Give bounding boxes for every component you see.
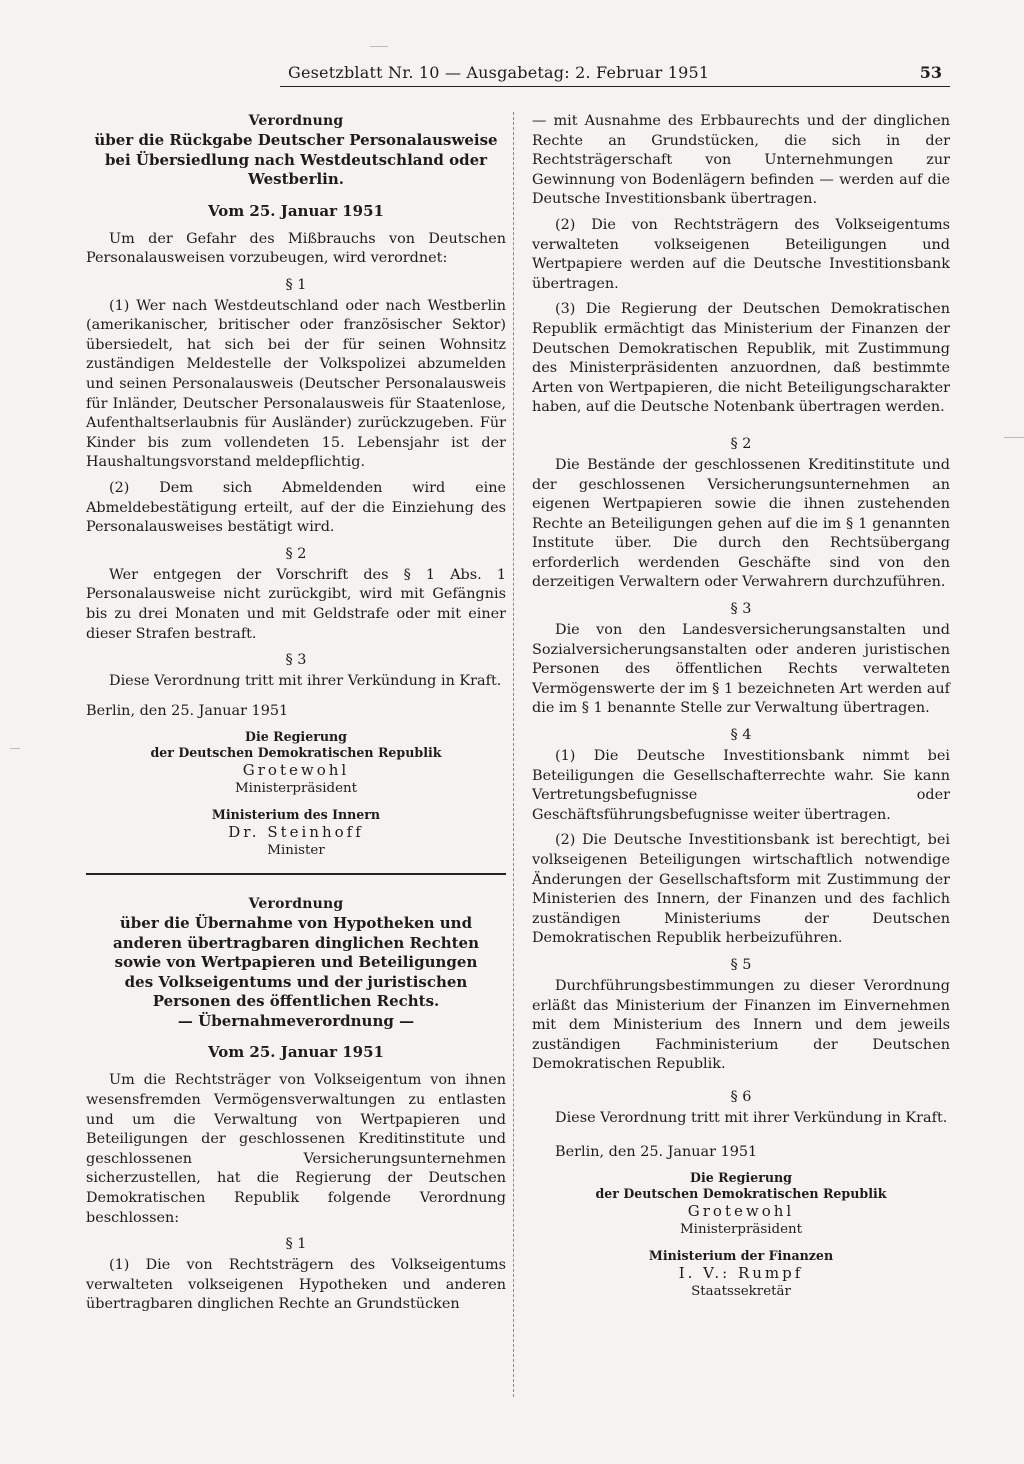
section-heading: § 6 [730,1088,752,1105]
signature-block [86,807,506,859]
decree-title-line: — Übernahmeverordnung — [177,1011,415,1030]
paragraph: Diese Verordnung tritt mit ihrer Verkündung in Kraft. [109,673,502,690]
signatory-role: Minister [267,843,325,859]
decree-1 [86,112,506,859]
paragraph: — mit Ausnahme des Erbbaurechts und der dinglichen Rechte an Grundstücken, die sich in der Rechtsträgerschaft von Unternehmungen zur Gewinnung von Bodenlägern befinden — werden auf die Deutsche Investitionsbank übertragen. [532,113,950,208]
decree-title-line: bei Übersiedlung nach Westdeutschland oder [104,150,488,169]
paragraph: Die Bestände der geschlossenen Kreditinstitute und der geschlossenen Versicherungsunternehmen an eigenen Wertpapieren sowie die ihnen zustehenden Rechte an Beteiligungen gehen auf die im § 1 genannten Institute über. Die durch den Rechtsübergang erforderlich werdenden Geschäfte sind von den derzeitigen Verwaltern oder Verwahrern durchzuführen. [532,456,950,591]
section-heading: § 1 [285,276,307,293]
scan-mark [10,748,20,749]
signatory-role: Staatssekretär [691,1284,791,1300]
page-number: 53 [919,63,942,82]
section-heading: § 2 [285,545,307,562]
decree-2 [86,895,506,1315]
decree-title-line: Westberlin. [248,170,344,188]
section-heading: § 3 [285,652,307,669]
signature-block [86,729,506,797]
decree-title-line: anderen übertragbaren dinglichen Rechten [112,933,479,952]
paragraph: Durchführungsbestimmungen zu dieser Verordnung erläßt das Ministerium der Finanzen im Einvernehmen mit dem Ministerium des Innern und dem jeweils zuständigen Fachministerium der Deutschen Demokratischen Republik. [532,977,950,1073]
section-heading: § 5 [730,956,752,973]
signatory-name: Grotewohl [242,761,350,780]
paragraph: Diese Verordnung tritt mit ihrer Verkündung in Kraft. [555,1109,948,1126]
section-heading: § 1 [285,1236,307,1253]
page-header [280,62,950,87]
preamble: Um der Gefahr des Mißbrauchs von Deutschen Personalausweisen vorzubeugen, wird verordnet: [86,230,506,267]
place-date: Berlin, den 25. Januar 1951 [86,702,289,719]
decree-title-line: Verordnung [248,896,344,913]
place-date: Berlin, den 25. Januar 1951 [555,1143,758,1160]
section-heading: § 4 [730,727,752,744]
decree-date: Vom 25. Januar 1951 [208,201,384,220]
column-divider [513,112,514,1397]
signature-org: Die Regierung [245,729,347,745]
paragraph: (2) Dem sich Abmeldenden wird eine Abmeldebestätigung erteilt, auf der die Einziehung des Personalausweises bestätigt wird. [86,480,506,536]
signatory-role: Ministerpräsident [679,1222,803,1238]
decree-title-line: des Volkseigentums und der juristischen [124,972,468,991]
signature-block [532,1170,950,1238]
paragraph: (1) Wer nach Westdeutschland oder nach Westberlin (amerikanischer, britischer oder französischer Sektor) übersiedelt, hat sich bei der für seinen Wohnsitz zuständigen Meldestelle der Volkspolizei abzumelden und seinen Personalausweis (Deutscher Personalausweis für Inländer, Deutscher Personalausweis für Staatenlose, Aufenthaltserlaubnis für Ausländer) zurückzugeben. Für Kinder bis zum vollendeten 15. Lebensjahr ist der Haushaltungsvorstand meldepflichtig. [86,297,506,471]
signatory-name: Grotewohl [687,1202,795,1221]
decree-title-line: sowie von Wertpapieren und Beteiligungen [114,953,478,972]
paragraph: (2) Die von Rechtsträgern des Volkseigentums verwalteten volkseigenen Beteiligungen und Wertpapiere werden auf die Deutsche Investitionsbank übertragen. [532,216,950,292]
decree-title-line: Personen des öffentlichen Rechts. [152,992,440,1011]
decree-separator [86,873,506,875]
scan-mark [1004,437,1024,438]
header-title: Gesetzblatt Nr. 10 — Ausgabetag: 2. Februar 1951 [288,63,710,82]
paragraph: Die von den Landesversicherungsanstalten und Sozialversicherungsanstalten oder anderen juristischen Personen des öffentlichen Rechts verwalteten Vermögenswerte der im § 1 bezeichneten Art werden auf die im § 1 benannte Stelle zur Verwaltung übertragen. [532,622,950,717]
signatory-name: I. V.: Rumpf [678,1264,804,1283]
paragraph: Wer entgegen der Vorschrift des § 1 Abs. 1 Personalausweise nicht zurückgibt, wird mit Gefängnis bis zu drei Monaten und mit Geldstrafe oder mit einer dieser Strafen bestraft. [86,566,506,642]
signature-org: der Deutschen Demokratischen Republik [150,745,442,761]
signatory-name: Dr. Steinhoff [228,823,364,842]
signature-org: Die Regierung [690,1170,792,1186]
paragraph: (1) Die Deutsche Investitionsbank nimmt bei Beteiligungen die Gesellschafterrechte wahr. Sie kann Vertretungsbefugnisse oder Geschäftsführungsbefugnisse weiter übertragen. [532,748,950,823]
section-heading: § 2 [730,435,752,452]
paragraph: (1) Die von Rechtsträgern des Volkseigentums verwalteten volkseigenen Hypotheken und anderen übertragbaren dinglichen Rechte an Grundstücken [86,1257,506,1313]
right-column [532,112,950,1300]
paragraph: (2) Die Deutsche Investitionsbank ist berechtigt, bei volkseigenen Beteiligungen wirtschaftlich notwendige Änderungen der Gesellschaftsform mit Zustimmung der Ministerien des Innern, der Finanzen und des fachlich zuständigen Ministeriums der Deutschen Demokratischen Republik herbeizuführen. [532,832,950,947]
paragraph: (3) Die Regierung der Deutschen Demokratischen Republik ermächtigt das Ministerium der Finanzen der Deutschen Demokratischen Republik, mit Zustimmung des Ministerpräsidenten anzuordnen, daß bestimmte Arten von Wertpapieren, die nicht Beteiligungscharakter haben, auf die Deutsche Notenbank übertragen werden. [532,301,950,416]
preamble: Um die Rechtsträger von Volkseigentum von ihnen wesensfremden Vermögensverwaltungen zu entlasten und um die Verwaltung von Wertpapieren und Beteiligungen der geschlossenen Kreditinstitute und geschlossenen Versicherungsunternehmen sicherzustellen, hat die Regierung der Deutschen Demokratischen Republik folgende Verordnung beschlossen: [86,1072,506,1226]
left-column [86,112,506,1315]
signature-org: der Deutschen Demokratischen Republik [595,1186,887,1202]
signature-org: Ministerium des Innern [211,807,381,823]
decree-date: Vom 25. Januar 1951 [208,1043,384,1062]
decree-title-line: Verordnung [248,113,344,129]
section-heading: § 3 [730,601,752,618]
scan-mark [370,46,388,47]
signatory-role: Ministerpräsident [234,781,358,797]
decree-title-line: über die Rückgabe Deutscher Personalausweise [94,131,498,149]
decree-title-line: über die Übernahme von Hypotheken und [119,914,473,933]
signature-block [532,1248,950,1300]
signature-org: Ministerium der Finanzen [648,1248,834,1264]
